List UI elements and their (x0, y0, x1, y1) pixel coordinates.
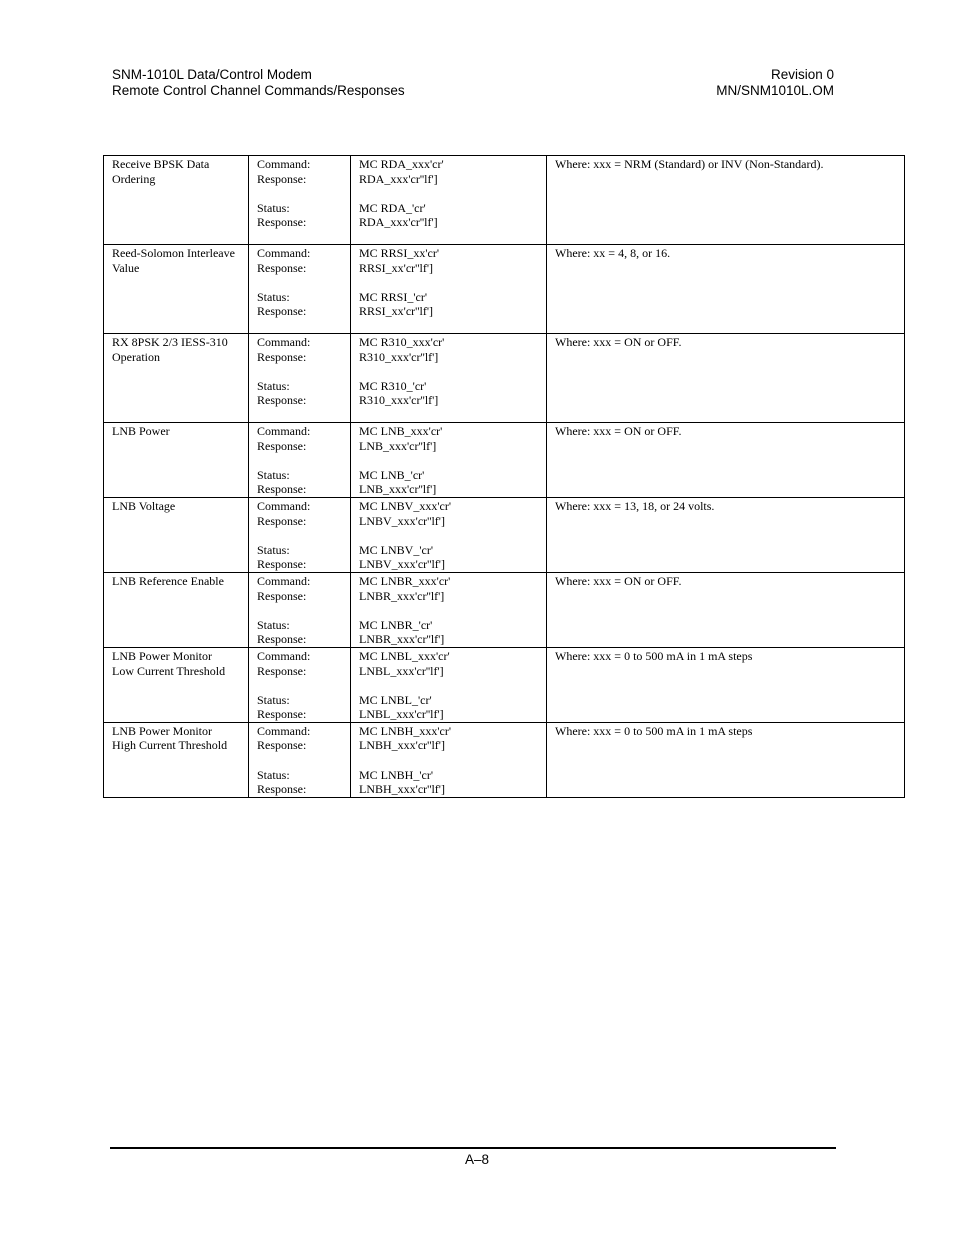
response-syntax: LNBR_xxx'cr''lf'] (359, 588, 445, 603)
command-label: Command: (257, 648, 311, 663)
response-label: Response: (257, 513, 307, 528)
type-cell (249, 334, 351, 423)
header-right (716, 67, 834, 99)
description-text: Where: xx = 4, 8, or 16. (555, 246, 671, 260)
syntax-cell (351, 647, 547, 722)
parameter-name-cont: High Current Threshold (112, 738, 228, 753)
table-row (104, 334, 905, 423)
spacer (359, 753, 542, 768)
status-label: Status: (257, 617, 290, 632)
syntax-cell (351, 572, 547, 647)
syntax-cell (351, 497, 547, 572)
response-syntax: RRSI_xx'cr''lf'] (359, 304, 433, 319)
parameter-name: LNB Power Monitor (112, 723, 212, 738)
response-label: Response: (257, 707, 307, 722)
spacer (257, 186, 346, 201)
syntax-cell (351, 423, 547, 498)
type-cell (249, 245, 351, 334)
response-syntax: R310_xxx'cr''lf'] (359, 393, 439, 408)
response-syntax: LNBV_xxx'cr''lf'] (359, 513, 445, 528)
spacer (359, 186, 542, 201)
type-cell (249, 647, 351, 722)
response-label: Response: (257, 171, 307, 186)
description-text: Where: xxx = NRM (Standard) or INV (Non-Standard). (555, 157, 824, 171)
status-syntax: MC R310_'cr' (359, 378, 427, 393)
status-syntax: MC LNBV_'cr' (359, 542, 433, 557)
description-cell (547, 334, 905, 423)
parameter-name: Receive BPSK Data (112, 157, 210, 171)
description-cell (547, 497, 905, 572)
parameter-cell (104, 245, 249, 334)
parameter-name: RX 8PSK 2/3 IESS-310 (112, 335, 228, 349)
command-label: Command: (257, 424, 311, 438)
parameter-name: LNB Power (112, 424, 170, 438)
response-label: Response: (257, 588, 307, 603)
parameter-cell (104, 572, 249, 647)
status-label: Status: (257, 692, 290, 707)
status-label: Status: (257, 289, 290, 304)
description-cell (547, 722, 905, 797)
status-label: Status: (257, 542, 290, 557)
description-text: Where: xxx = ON or OFF. (555, 573, 682, 588)
parameter-name-cont: Ordering (112, 171, 156, 186)
syntax-cell (351, 245, 547, 334)
table-row (104, 156, 905, 245)
description-cell (547, 572, 905, 647)
table-row (104, 423, 905, 498)
response-label: Response: (257, 663, 307, 678)
parameter-name: LNB Reference Enable (112, 573, 224, 588)
parameter-cell (104, 722, 249, 797)
spacer (257, 453, 346, 468)
command-syntax: MC RRSI_xx'cr' (359, 246, 439, 260)
parameter-name: LNB Voltage (112, 498, 176, 513)
response-label: Response: (257, 438, 307, 453)
status-syntax: MC LNBR_'cr' (359, 617, 433, 632)
section-title: Remote Control Channel Commands/Responses (112, 83, 405, 98)
spacer (359, 453, 542, 468)
spacer (359, 603, 542, 618)
response-syntax: LNB_xxx'cr''lf'] (359, 482, 437, 497)
command-syntax: MC RDA_xxx'cr' (359, 157, 444, 171)
parameter-cell (104, 334, 249, 423)
response-syntax: LNBH_xxx'cr''lf'] (359, 738, 445, 753)
response-label: Response: (257, 557, 307, 572)
command-label: Command: (257, 335, 311, 349)
description-cell (547, 647, 905, 722)
parameter-cell (104, 647, 249, 722)
description-text: Where: xxx = 0 to 500 mA in 1 mA steps (555, 723, 753, 738)
type-cell (249, 156, 351, 245)
parameter-name: Reed-Solomon Interleave (112, 246, 235, 260)
type-cell (249, 497, 351, 572)
footer-rule (110, 1147, 836, 1149)
command-label: Command: (257, 246, 311, 260)
command-table (103, 155, 905, 798)
spacer (359, 678, 542, 693)
description-cell (547, 156, 905, 245)
spacer (359, 528, 542, 543)
command-syntax: MC LNBR_xxx'cr' (359, 573, 451, 588)
response-syntax: LNBH_xxx'cr''lf'] (359, 782, 445, 797)
command-label: Command: (257, 723, 311, 738)
command-label: Command: (257, 157, 311, 171)
type-cell (249, 423, 351, 498)
response-syntax: LNB_xxx'cr''lf'] (359, 438, 437, 453)
syntax-cell (351, 334, 547, 423)
spacer (257, 528, 346, 543)
response-label: Response: (257, 738, 307, 753)
response-syntax: RDA_xxx'cr''lf'] (359, 215, 438, 230)
command-label: Command: (257, 498, 311, 513)
status-syntax: MC LNBH_'cr' (359, 767, 433, 782)
parameter-name: LNB Power Monitor (112, 648, 212, 663)
document-number: MN/SNM1010L.OM (716, 83, 834, 98)
status-syntax: MC RDA_'cr' (359, 200, 426, 215)
command-syntax: MC R310_xxx'cr' (359, 335, 445, 349)
spacer (257, 603, 346, 618)
status-label: Status: (257, 767, 290, 782)
table-row (104, 647, 905, 722)
response-syntax: RDA_xxx'cr''lf'] (359, 171, 438, 186)
parameter-name-cont: Low Current Threshold (112, 663, 226, 678)
description-cell (547, 245, 905, 334)
table-row (104, 497, 905, 572)
table-row (104, 245, 905, 334)
response-label: Response: (257, 632, 307, 647)
revision-label: Revision 0 (770, 67, 834, 82)
parameter-name-cont: Value (112, 260, 140, 275)
spacer (257, 678, 346, 693)
syntax-cell (351, 156, 547, 245)
response-syntax: LNBL_xxx'cr''lf'] (359, 707, 444, 722)
parameter-cell (104, 423, 249, 498)
document-title: SNM-1010L Data/Control Modem (112, 67, 312, 82)
header-left (112, 67, 405, 99)
table-row (104, 572, 905, 647)
table-row (104, 722, 905, 797)
spacer (257, 364, 346, 379)
parameter-cell (104, 497, 249, 572)
response-label: Response: (257, 349, 307, 364)
syntax-cell (351, 722, 547, 797)
response-syntax: LNBR_xxx'cr''lf'] (359, 632, 445, 647)
response-syntax: R310_xxx'cr''lf'] (359, 349, 439, 364)
status-syntax: MC LNB_'cr' (359, 467, 425, 482)
status-syntax: MC LNBL_'cr' (359, 692, 432, 707)
spacer (257, 275, 346, 290)
command-syntax: MC LNBL_xxx'cr' (359, 648, 450, 663)
type-cell (249, 722, 351, 797)
command-label: Command: (257, 573, 311, 588)
description-text: Where: xxx = 0 to 500 mA in 1 mA steps (555, 648, 753, 663)
description-text: Where: xxx = ON or OFF. (555, 424, 682, 438)
command-syntax: MC LNBV_xxx'cr' (359, 498, 451, 513)
response-label: Response: (257, 304, 307, 319)
parameter-name-cont: Operation (112, 349, 160, 364)
description-cell (547, 423, 905, 498)
response-label: Response: (257, 482, 307, 497)
parameter-cell (104, 156, 249, 245)
response-label: Response: (257, 215, 307, 230)
status-label: Status: (257, 467, 290, 482)
status-syntax: MC RRSI_'cr' (359, 289, 427, 304)
response-syntax: RRSI_xx'cr''lf'] (359, 260, 433, 275)
description-text: Where: xxx = 13, 18, or 24 volts. (555, 498, 715, 513)
page-number: A–8 (464, 1152, 490, 1167)
response-label: Response: (257, 782, 307, 797)
response-label: Response: (257, 260, 307, 275)
command-syntax: MC LNB_xxx'cr' (359, 424, 443, 438)
description-text: Where: xxx = ON or OFF. (555, 335, 682, 349)
type-cell (249, 572, 351, 647)
status-label: Status: (257, 378, 290, 393)
spacer (257, 753, 346, 768)
spacer (359, 364, 542, 379)
status-label: Status: (257, 200, 290, 215)
response-syntax: LNBL_xxx'cr''lf'] (359, 663, 444, 678)
spacer (359, 275, 542, 290)
response-syntax: LNBV_xxx'cr''lf'] (359, 557, 445, 572)
command-syntax: MC LNBH_xxx'cr' (359, 723, 451, 738)
response-label: Response: (257, 393, 307, 408)
